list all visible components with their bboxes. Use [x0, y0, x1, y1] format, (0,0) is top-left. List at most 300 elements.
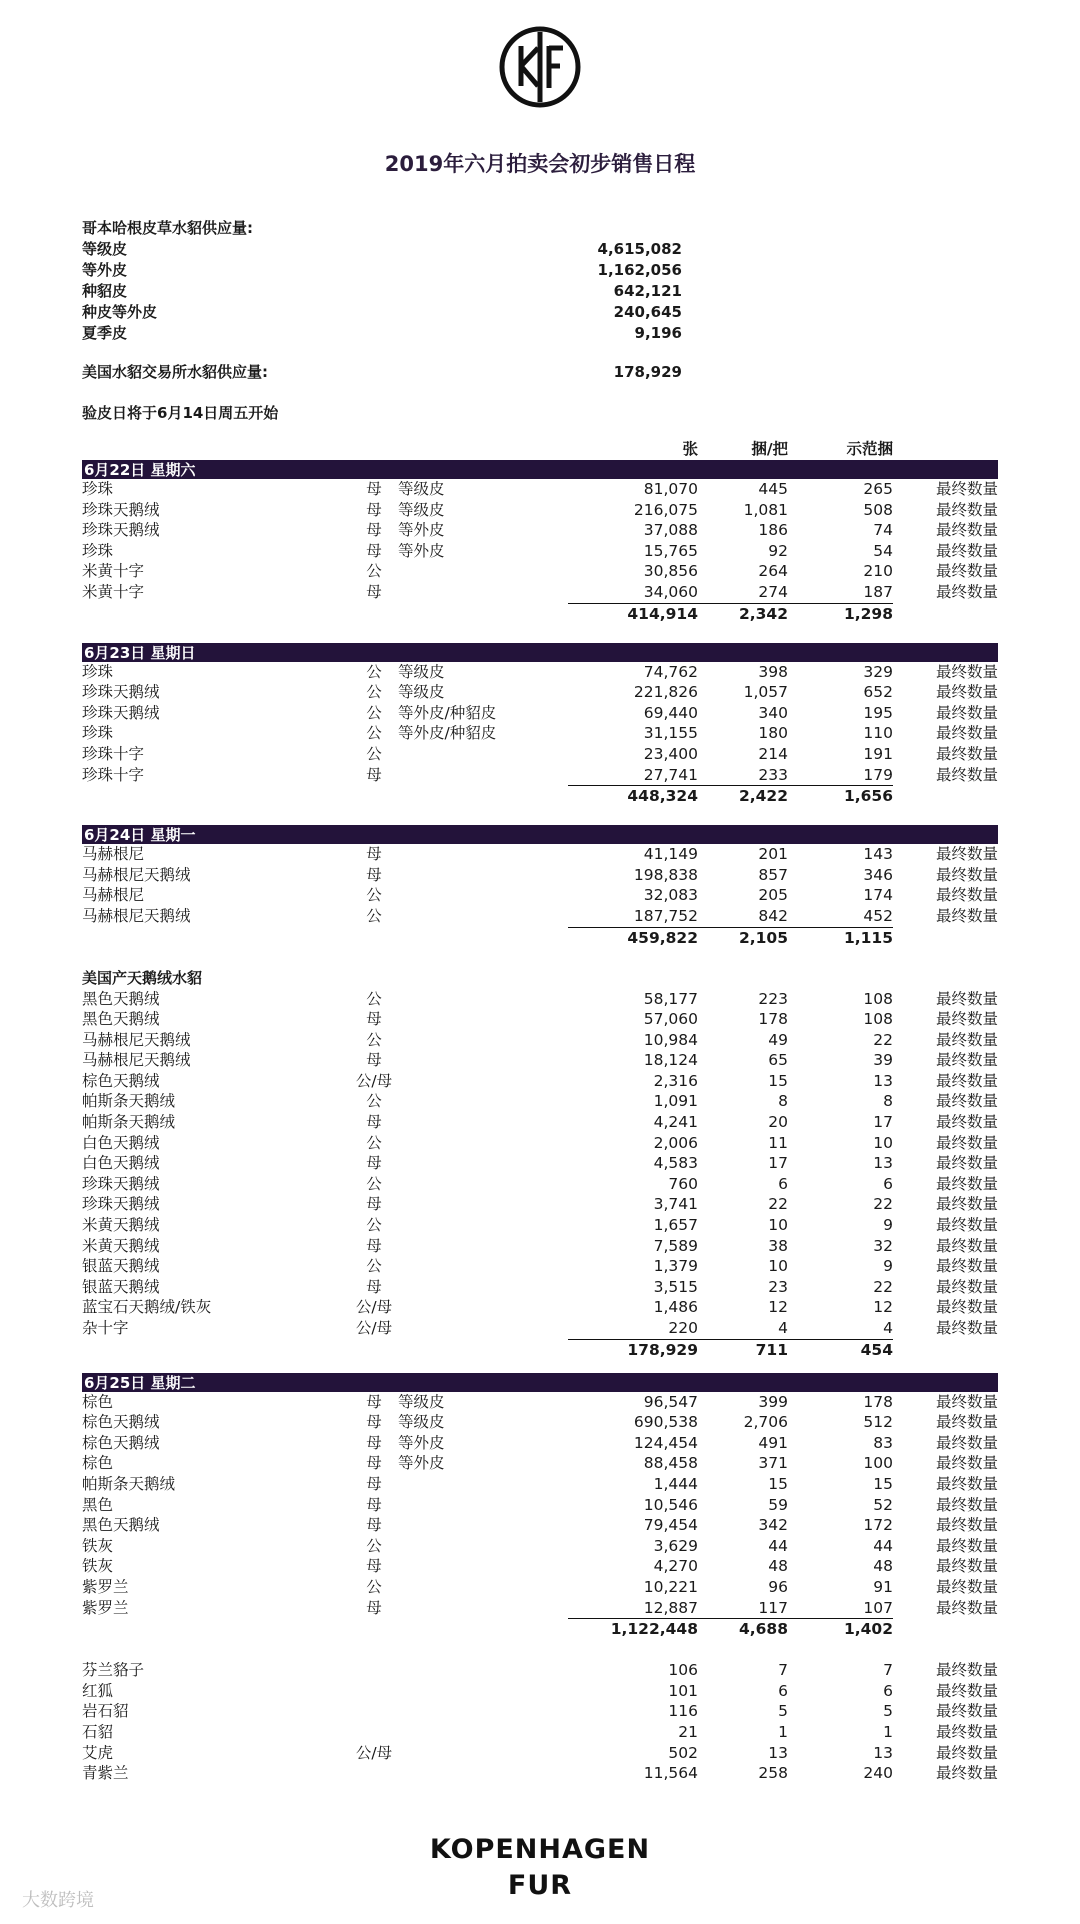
sample-value: 187	[863, 582, 893, 601]
total-row	[82, 1618, 998, 1638]
fur-type: 马赫根尼	[82, 845, 145, 864]
total-pieces: 459,822	[627, 928, 698, 947]
status-value: 最终数量	[935, 1681, 998, 1700]
table-row	[82, 1133, 998, 1154]
total-bundles: 4,688	[738, 1620, 788, 1639]
sample-value: 15	[873, 1474, 893, 1493]
total-bundles: 2,422	[738, 787, 788, 806]
bundles-value: 17	[768, 1154, 788, 1173]
sex: 公	[366, 1257, 382, 1276]
grade	[398, 1009, 520, 1030]
bundles-value: 15	[768, 1474, 788, 1493]
status-value: 最终数量	[935, 1236, 998, 1255]
pieces-value: 220	[668, 1319, 698, 1337]
status-value: 最终数量	[935, 662, 998, 681]
bundles-value: 223	[758, 989, 788, 1008]
status-value: 最终数量	[935, 1113, 998, 1132]
status-value: 最终数量	[935, 865, 998, 884]
bundles-value: 233	[758, 765, 788, 784]
fur-type: 米黄十字	[82, 562, 145, 581]
status-value: 最终数量	[935, 1598, 998, 1617]
pieces-value: 1,657	[653, 1216, 698, 1235]
sex: 母	[366, 1277, 382, 1296]
fur-type: 珍珠天鹅绒	[82, 703, 160, 722]
bundles-value: 264	[758, 562, 788, 581]
status-value: 最终数量	[935, 480, 998, 498]
pieces-value: 21	[678, 1722, 698, 1741]
supply-value: 642,121	[613, 282, 682, 300]
sex: 母	[366, 582, 382, 601]
fur-type: 棕色天鹅绒	[82, 1433, 160, 1452]
table-row	[82, 1050, 998, 1071]
sample-value: 191	[863, 744, 893, 763]
status-value: 最终数量	[935, 1743, 998, 1762]
sex: 公	[366, 683, 382, 702]
sample-value: 452	[863, 906, 893, 925]
sex: 公	[366, 1174, 382, 1193]
status-value: 最终数量	[935, 1010, 998, 1029]
pieces-value: 10,984	[643, 1030, 698, 1049]
table-row	[82, 1091, 998, 1112]
fur-type: 棕色天鹅绒	[82, 1071, 160, 1090]
bundles-value: 6	[778, 1174, 788, 1193]
table-row	[82, 765, 998, 786]
table-row	[82, 500, 998, 521]
us-supply-label: 美国水貂交易所水貂供应量:	[82, 363, 268, 381]
bundles-value: 96	[768, 1577, 788, 1596]
grade	[398, 1598, 520, 1619]
status-value: 最终数量	[935, 724, 998, 743]
grade	[398, 989, 520, 1010]
fur-type: 芬兰貉子	[82, 1661, 145, 1680]
sex	[350, 1722, 398, 1743]
fur-type: 青紫兰	[82, 1764, 129, 1783]
table-row	[82, 1174, 998, 1195]
status-value: 最终数量	[935, 1319, 998, 1337]
status-value: 最终数量	[935, 1557, 998, 1576]
bundles-value: 398	[758, 662, 788, 681]
supply-row	[82, 302, 702, 323]
grade	[398, 1515, 520, 1536]
table-row	[82, 844, 998, 865]
sample-value: 652	[863, 683, 893, 702]
section-gap	[82, 805, 998, 825]
fur-type: 岩石貂	[82, 1702, 129, 1721]
pieces-value: 81,070	[643, 480, 698, 498]
column-header-row	[82, 438, 998, 460]
sample-value: 13	[873, 1071, 893, 1090]
pieces-value: 2,316	[653, 1071, 698, 1090]
bundles-value: 48	[768, 1557, 788, 1576]
fur-type: 紫罗兰	[82, 1598, 129, 1617]
pieces-value: 1,091	[653, 1092, 698, 1111]
sex: 母	[366, 1495, 382, 1514]
pieces-value: 187,752	[633, 906, 698, 925]
bundles-value: 258	[758, 1764, 788, 1783]
sample-value: 240	[863, 1764, 893, 1783]
supply-value: 1,162,056	[597, 261, 682, 279]
sample-value: 9	[883, 1257, 893, 1276]
sex: 母	[366, 500, 382, 519]
table-row	[82, 1030, 998, 1051]
status-value: 最终数量	[935, 845, 998, 864]
sex: 公/母	[355, 1743, 393, 1762]
grade	[398, 744, 520, 765]
pieces-value: 69,440	[643, 703, 698, 722]
sample-value: 172	[863, 1516, 893, 1535]
fur-type: 珍珠	[82, 541, 114, 560]
grade	[398, 1536, 520, 1557]
status-value: 最终数量	[935, 500, 998, 519]
kopenhagen-fur-logo-icon	[495, 22, 585, 112]
status-value: 最终数量	[935, 1722, 998, 1741]
total-pieces: 414,914	[627, 604, 698, 623]
grade	[398, 582, 520, 603]
sex: 母	[366, 1413, 382, 1432]
grade	[398, 1722, 520, 1743]
sample-value: 52	[873, 1495, 893, 1514]
supply-label: 等外皮	[82, 261, 128, 279]
sample-value: 100	[863, 1454, 893, 1473]
grade	[398, 1701, 520, 1722]
fur-type: 马赫根尼天鹅绒	[82, 1051, 191, 1070]
total-sample: 1,402	[843, 1620, 893, 1639]
fur-type: 珍珠天鹅绒	[82, 500, 160, 519]
bundles-value: 399	[758, 1392, 788, 1411]
grade	[398, 1277, 520, 1298]
sample-value: 512	[863, 1413, 893, 1432]
pieces-value: 4,270	[653, 1557, 698, 1576]
sample-value: 6	[883, 1681, 893, 1700]
sample-value: 22	[873, 1030, 893, 1049]
bundles-value: 11	[768, 1133, 788, 1152]
fur-type: 帕斯条天鹅绒	[82, 1474, 176, 1493]
table-row	[82, 1392, 998, 1413]
sex: 母	[366, 521, 382, 540]
bundles-value: 5	[778, 1702, 788, 1721]
pieces-value: 3,741	[653, 1195, 698, 1214]
sex: 母	[366, 1113, 382, 1132]
sample-value: 108	[863, 1010, 893, 1029]
grade	[398, 1660, 520, 1681]
total-line	[568, 1339, 893, 1359]
status-value: 最终数量	[935, 1298, 998, 1317]
total-row	[82, 1339, 998, 1359]
table-row	[82, 541, 998, 562]
sample-value: 9	[883, 1216, 893, 1235]
page-title: 2019年六月拍卖会初步销售日程	[384, 152, 696, 176]
sample-value: 1	[883, 1722, 893, 1741]
fur-type: 杂十字	[82, 1319, 129, 1337]
sex: 母	[366, 1154, 382, 1173]
bundles-value: 49	[768, 1030, 788, 1049]
status-value: 最终数量	[935, 1536, 998, 1555]
bundles-value: 180	[758, 724, 788, 743]
grade	[398, 1174, 520, 1195]
pieces-value: 41,149	[643, 845, 698, 864]
total-sample: 454	[860, 1340, 893, 1359]
table-row	[82, 582, 998, 603]
table-row	[82, 1453, 998, 1474]
pieces-value: 4,583	[653, 1154, 698, 1173]
table-row	[82, 906, 998, 927]
sample-value: 83	[873, 1433, 893, 1452]
fur-type: 黑色	[82, 1495, 114, 1514]
sample-value: 210	[863, 562, 893, 581]
fur-type: 黑色天鹅绒	[82, 989, 160, 1008]
bundles-value: 13	[768, 1743, 788, 1762]
bundles-value: 10	[768, 1216, 788, 1235]
grade: 等外皮/种貂皮	[398, 724, 497, 743]
grade	[398, 1318, 520, 1339]
supply-label: 夏季皮	[82, 324, 128, 342]
sex: 公/母	[355, 1071, 393, 1090]
sample-value: 17	[873, 1113, 893, 1132]
sex: 母	[366, 765, 382, 784]
fur-type: 红狐	[82, 1681, 114, 1700]
fur-type: 紫罗兰	[82, 1577, 129, 1596]
pieces-value: 12,887	[643, 1598, 698, 1617]
sex: 公	[366, 1577, 382, 1596]
sample-value: 195	[863, 703, 893, 722]
sex: 母	[366, 1557, 382, 1576]
fur-type: 棕色	[82, 1454, 114, 1473]
status-value: 最终数量	[935, 1174, 998, 1193]
total-line	[568, 603, 893, 623]
table-row	[82, 1433, 998, 1454]
table-row	[82, 1598, 998, 1619]
sample-value: 44	[873, 1536, 893, 1555]
status-value: 最终数量	[935, 1495, 998, 1514]
grade	[398, 1495, 520, 1516]
day-header: 6月23日 星期日	[82, 643, 998, 662]
table-row	[82, 1660, 998, 1681]
sex: 公	[366, 1216, 382, 1235]
pieces-value: 2,006	[653, 1133, 698, 1152]
total-bundles: 2,342	[738, 604, 788, 623]
sample-value: 74	[873, 521, 893, 540]
bundles-value: 92	[768, 541, 788, 560]
table-row	[82, 1577, 998, 1598]
status-value: 最终数量	[935, 1092, 998, 1111]
grade	[398, 906, 520, 927]
fur-type: 马赫根尼天鹅绒	[82, 865, 191, 884]
table-row	[82, 1515, 998, 1536]
status-value: 最终数量	[935, 1661, 998, 1680]
table-row	[82, 1277, 998, 1298]
section-gap	[82, 623, 998, 643]
table-row	[82, 1722, 998, 1743]
status-value: 最终数量	[935, 1764, 998, 1783]
total-line	[568, 927, 893, 947]
sex	[350, 1763, 398, 1784]
total-row	[82, 603, 998, 623]
fur-type: 珍珠天鹅绒	[82, 1195, 160, 1214]
day-header: 6月25日 星期二	[82, 1373, 998, 1392]
pieces-value: 502	[668, 1743, 698, 1762]
fur-type: 石貂	[82, 1722, 114, 1741]
pieces-value: 1,444	[653, 1474, 698, 1493]
sample-value: 32	[873, 1236, 893, 1255]
fur-type: 黑色天鹅绒	[82, 1010, 160, 1029]
sex: 公	[366, 1133, 382, 1152]
total-pieces: 1,122,448	[610, 1620, 698, 1639]
bundles-value: 1,081	[743, 500, 788, 519]
grade	[398, 765, 520, 786]
sample-value: 508	[863, 500, 893, 519]
pieces-value: 106	[668, 1661, 698, 1680]
grade	[398, 1071, 520, 1092]
status-value: 最终数量	[935, 562, 998, 581]
total-line	[568, 1618, 893, 1638]
sample-value: 5	[883, 1702, 893, 1721]
supply-heading: 哥本哈根皮草水貂供应量:	[82, 219, 253, 237]
sample-value: 13	[873, 1154, 893, 1173]
table-row	[82, 1215, 998, 1236]
table-row	[82, 561, 998, 582]
pieces-value: 79,454	[643, 1516, 698, 1535]
bundles-value: 117	[758, 1598, 788, 1617]
grade: 等外皮	[398, 521, 445, 540]
fur-type: 白色天鹅绒	[82, 1133, 160, 1152]
pieces-value: 23,400	[643, 744, 698, 763]
pieces-value: 216,075	[633, 500, 698, 519]
grade: 等级皮	[398, 662, 445, 681]
section-gap	[82, 947, 998, 967]
bundles-value: 6	[778, 1681, 788, 1700]
sex: 公	[366, 906, 382, 925]
status-value: 最终数量	[935, 989, 998, 1008]
sample-value: 48	[873, 1557, 893, 1576]
total-sample: 1,115	[843, 928, 893, 947]
fur-type: 珍珠天鹅绒	[82, 1174, 160, 1193]
grade	[398, 865, 520, 886]
sample-value: 13	[873, 1743, 893, 1762]
fur-type: 珍珠	[82, 724, 114, 743]
status-value: 最终数量	[935, 1071, 998, 1090]
day-header: 6月22日 星期六	[82, 460, 998, 479]
watermark: 大数跨境	[22, 1890, 94, 1911]
sex: 母	[366, 1454, 382, 1473]
status-value: 最终数量	[935, 1516, 998, 1535]
pieces-value: 27,741	[643, 765, 698, 784]
sex	[350, 1701, 398, 1722]
bundles-value: 65	[768, 1051, 788, 1070]
total-row	[82, 927, 998, 947]
sex	[350, 1681, 398, 1702]
status-value: 最终数量	[935, 886, 998, 905]
sample-value: 39	[873, 1051, 893, 1070]
table-row	[82, 1536, 998, 1557]
sex: 母	[366, 845, 382, 864]
us-supply-row	[82, 362, 702, 383]
sales-schedule-table	[82, 438, 998, 1784]
pieces-value: 74,762	[643, 662, 698, 681]
table-row	[82, 885, 998, 906]
supply-summary	[82, 218, 702, 383]
sex: 公	[366, 724, 382, 743]
status-value: 最终数量	[935, 1577, 998, 1596]
sex: 公/母	[355, 1298, 393, 1317]
supply-value: 9,196	[634, 324, 682, 342]
table-row	[82, 744, 998, 765]
sex: 母	[366, 1010, 382, 1029]
pieces-value: 31,155	[643, 724, 698, 743]
bundles-value: 186	[758, 521, 788, 540]
pieces-value: 10,221	[643, 1577, 698, 1596]
bundles-value: 38	[768, 1236, 788, 1255]
sex	[350, 1660, 398, 1681]
pieces-value: 4,241	[653, 1113, 698, 1132]
table-row	[82, 1743, 998, 1764]
fur-type: 帕斯条天鹅绒	[82, 1092, 176, 1111]
grade	[398, 1743, 520, 1764]
sex: 母	[366, 1236, 382, 1255]
sex: 母	[366, 480, 382, 498]
status-value: 最终数量	[935, 1454, 998, 1473]
pieces-value: 88,458	[643, 1454, 698, 1473]
fur-type: 白色天鹅绒	[82, 1154, 160, 1173]
fur-type: 米黄天鹅绒	[82, 1236, 160, 1255]
pieces-value: 1,379	[653, 1257, 698, 1276]
supply-value: 240,645	[613, 303, 682, 321]
sample-value: 8	[883, 1092, 893, 1111]
table-row	[82, 1071, 998, 1092]
grade	[398, 1681, 520, 1702]
supply-value: 4,615,082	[597, 240, 682, 258]
fur-type: 银蓝天鹅绒	[82, 1257, 160, 1276]
bundles-value: 340	[758, 703, 788, 722]
pieces-value: 3,629	[653, 1536, 698, 1555]
day-header: 6月24日 星期一	[82, 825, 998, 844]
fur-type: 马赫根尼天鹅绒	[82, 906, 191, 925]
sex: 公	[366, 989, 382, 1008]
table-row	[82, 1297, 998, 1318]
bundles-value: 20	[768, 1113, 788, 1132]
table-row	[82, 1681, 998, 1702]
fur-type: 马赫根尼	[82, 886, 145, 905]
bundles-value: 7	[778, 1661, 788, 1680]
fur-type: 马赫根尼天鹅绒	[82, 1030, 191, 1049]
sample-value: 10	[873, 1133, 893, 1152]
grade: 等级皮	[398, 500, 445, 519]
bundles-value: 205	[758, 886, 788, 905]
supply-row	[82, 281, 702, 302]
sex: 公	[366, 744, 382, 763]
status-value: 最终数量	[935, 1257, 998, 1276]
status-value: 最终数量	[935, 1195, 998, 1214]
footer-line-2: FUR	[507, 1870, 573, 1901]
status-value: 最终数量	[935, 765, 998, 784]
total-bundles: 2,105	[738, 928, 788, 947]
pieces-value: 101	[668, 1681, 698, 1700]
sex: 母	[366, 1195, 382, 1214]
status-value: 最终数量	[935, 683, 998, 702]
grade	[398, 1133, 520, 1154]
bundles-value: 59	[768, 1495, 788, 1514]
supply-row	[82, 239, 702, 260]
fur-type: 珍珠	[82, 480, 114, 498]
sex: 公	[366, 703, 382, 722]
bundles-value: 214	[758, 744, 788, 763]
fur-type: 珍珠天鹅绒	[82, 521, 160, 540]
bundles-value: 201	[758, 845, 788, 864]
status-value: 最终数量	[935, 582, 998, 601]
sample-value: 54	[873, 541, 893, 560]
total-pieces: 178,929	[627, 1340, 698, 1359]
table-row	[82, 520, 998, 541]
sex: 公	[366, 662, 382, 681]
